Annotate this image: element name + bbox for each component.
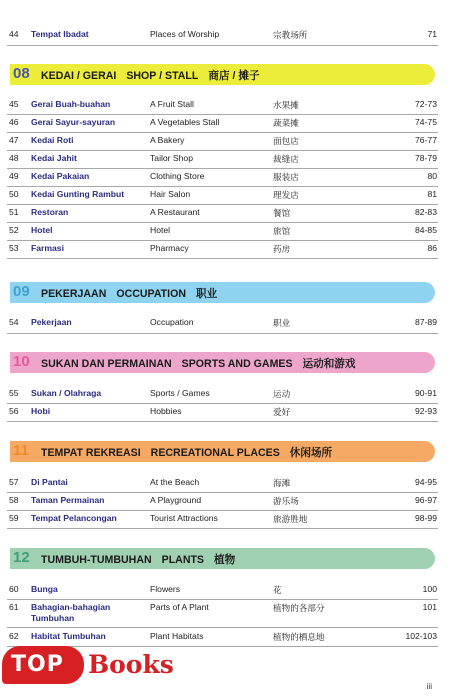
toc-row — [0, 222, 468, 240]
topbooks-logo — [2, 646, 202, 684]
page-number: 71 — [427, 29, 437, 39]
entry-number: 49 — [9, 171, 19, 181]
chinese-title: 裁缝店 — [273, 154, 299, 164]
malay-title: Tempat Ibadat — [31, 29, 89, 39]
chinese-title: 运动 — [273, 389, 291, 399]
english-title: Clothing Store — [150, 171, 205, 181]
entry-number: 44 — [9, 29, 19, 39]
entry-number: 56 — [9, 406, 19, 416]
toc-row — [0, 314, 468, 332]
chinese-title: 水果摊 — [273, 100, 299, 110]
page-number: 94-95 — [415, 477, 437, 487]
english-title: A Restaurant — [150, 207, 200, 217]
malay-title: Pekerjaan — [31, 317, 72, 327]
page-number: 82-83 — [415, 207, 437, 217]
english-title: Sports / Games — [150, 388, 210, 398]
page-number: 80 — [427, 171, 437, 181]
entry-number: 61 — [9, 602, 19, 612]
malay-title: Taman Permainan — [31, 495, 105, 505]
toc-row — [0, 132, 468, 150]
section-number: 09 — [13, 283, 30, 300]
toc-row — [0, 581, 468, 599]
english-title: Parts of A Plant — [150, 602, 209, 612]
toc-row — [0, 150, 468, 168]
row-divider — [7, 528, 438, 529]
section-header-12 — [10, 548, 435, 569]
page-number: 76-77 — [415, 135, 437, 145]
chinese-title: 药房 — [273, 244, 291, 254]
entry-number: 57 — [9, 477, 19, 487]
entry-number: 45 — [9, 99, 19, 109]
toc-row — [0, 96, 468, 114]
section-title: TEMPAT REKREASI RECREATIONAL PLACES 休闲场所 — [41, 447, 333, 459]
toc-row — [0, 599, 468, 624]
toc-row — [0, 114, 468, 132]
malay-title: Sukan / Olahraga — [31, 388, 102, 398]
chinese-title: 面包店 — [273, 136, 299, 146]
section-number: 10 — [13, 353, 30, 370]
chinese-title: 旅馆 — [273, 226, 291, 236]
section-title: PEKERJAAN OCCUPATION 职业 — [41, 288, 218, 300]
row-divider — [7, 258, 438, 259]
malay-title: Farmasi — [31, 243, 64, 253]
toc-row — [0, 204, 468, 222]
english-title: A Playground — [150, 495, 202, 505]
section-header-08 — [10, 64, 435, 85]
malay-title: Hotel — [31, 225, 53, 235]
chinese-title: 植物的栖息地 — [273, 632, 325, 642]
logo-wordmark: Books — [88, 650, 174, 679]
english-title: Occupation — [150, 317, 194, 327]
toc-row — [0, 168, 468, 186]
malay-title: Kedai Roti — [31, 135, 74, 145]
malay-title: Kedai Gunting Rambut — [31, 189, 125, 199]
page-number: 96-97 — [415, 495, 437, 505]
page-number: 100 — [422, 584, 437, 594]
page-number: 87-89 — [415, 317, 437, 327]
entry-number: 62 — [9, 631, 19, 641]
logo-badge: TOP — [2, 646, 84, 684]
page-number: 98-99 — [415, 513, 437, 523]
page-footer-number: iii — [426, 682, 432, 691]
english-title: Tourist Attractions — [150, 513, 218, 523]
row-divider — [7, 421, 438, 422]
section-number: 12 — [13, 549, 30, 566]
section-number: 11 — [13, 442, 29, 459]
page-number: 101 — [422, 602, 437, 612]
entry-number: 47 — [9, 135, 19, 145]
section-title: TUMBUH-TUMBUHAN PLANTS 植物 — [41, 554, 236, 566]
entry-number: 60 — [9, 584, 19, 594]
english-title: At the Beach — [150, 477, 200, 487]
section-title: KEDAI / GERAI SHOP / STALL 商店 / 摊子 — [41, 70, 260, 82]
english-title: A Fruit Stall — [150, 99, 194, 109]
malay-title: Hobi — [31, 406, 51, 416]
toc-row — [0, 186, 468, 204]
english-title: A Bakery — [150, 135, 185, 145]
malay-title: Bunga — [31, 584, 58, 594]
english-title: Flowers — [150, 584, 181, 594]
chinese-title: 蔬菜摊 — [273, 118, 299, 128]
entry-number: 51 — [9, 207, 19, 217]
page-number: 84-85 — [415, 225, 437, 235]
toc-row — [0, 492, 468, 510]
section-title: SUKAN DAN PERMAINAN SPORTS AND GAMES 运动和游戏 — [41, 358, 356, 370]
entry-number: 53 — [9, 243, 19, 253]
malay-title: Gerai Sayur-sayuran — [31, 117, 116, 127]
toc-row — [0, 240, 468, 258]
malay-title: Restoran — [31, 207, 69, 217]
chinese-title: 宗教场所 — [273, 30, 308, 40]
entry-number: 50 — [9, 189, 19, 199]
section-number: 08 — [13, 65, 30, 82]
malay-title: Kedai Jahit — [31, 153, 77, 163]
chinese-title: 海滩 — [273, 478, 291, 488]
entry-number: 52 — [9, 225, 19, 235]
page-number: 92-93 — [415, 406, 437, 416]
toc-row — [0, 385, 468, 403]
malay-title: Habitat Tumbuhan — [31, 631, 106, 641]
row-divider — [7, 45, 438, 46]
entry-number: 48 — [9, 153, 19, 163]
page-number: 81 — [427, 189, 437, 199]
toc-row — [0, 403, 468, 421]
english-title: Hair Salon — [150, 189, 191, 199]
malay-title: Tempat Pelancongan — [31, 513, 117, 523]
section-header-11 — [10, 441, 435, 462]
entry-number: 55 — [9, 388, 19, 398]
section-header-09 — [10, 282, 435, 303]
chinese-title: 职业 — [273, 318, 291, 328]
malay-title: Di Pantai — [31, 477, 68, 487]
toc-row — [0, 474, 468, 492]
page-number: 90-91 — [415, 388, 437, 398]
page-number: 78-79 — [415, 153, 437, 163]
english-title: Tailor Shop — [150, 153, 193, 163]
chinese-title: 旅游胜地 — [273, 514, 308, 524]
malay-title: Bahagian-bahagian Tumbuhan — [31, 602, 111, 623]
toc-row — [0, 628, 468, 646]
english-title: Plant Habitats — [150, 631, 204, 641]
chinese-title: 服装店 — [273, 172, 299, 182]
page-number: 102-103 — [405, 631, 437, 641]
section-header-10 — [10, 352, 435, 373]
chinese-title: 花 — [273, 585, 282, 595]
page-number: 86 — [427, 243, 437, 253]
page-number: 72-73 — [415, 99, 437, 109]
row-divider — [7, 333, 438, 334]
english-title: Hobbies — [150, 406, 182, 416]
chinese-title: 植物的各部分 — [273, 603, 325, 613]
english-title: Places of Worship — [150, 29, 220, 39]
entry-number: 58 — [9, 495, 19, 505]
chinese-title: 理发店 — [273, 190, 299, 200]
english-title: Hotel — [150, 225, 171, 235]
english-title: A Vegetables Stall — [150, 117, 220, 127]
malay-title: Kedai Pakaian — [31, 171, 90, 181]
chinese-title: 餐馆 — [273, 208, 291, 218]
malay-title: Gerai Buah-buahan — [31, 99, 111, 109]
toc-row — [0, 510, 468, 528]
toc-row — [0, 26, 468, 44]
entry-number: 46 — [9, 117, 19, 127]
entry-number: 59 — [9, 513, 19, 523]
chinese-title: 游乐场 — [273, 496, 299, 506]
entry-number: 54 — [9, 317, 19, 327]
page-number: 74-75 — [415, 117, 437, 127]
chinese-title: 爱好 — [273, 407, 291, 417]
english-title: Pharmacy — [150, 243, 189, 253]
